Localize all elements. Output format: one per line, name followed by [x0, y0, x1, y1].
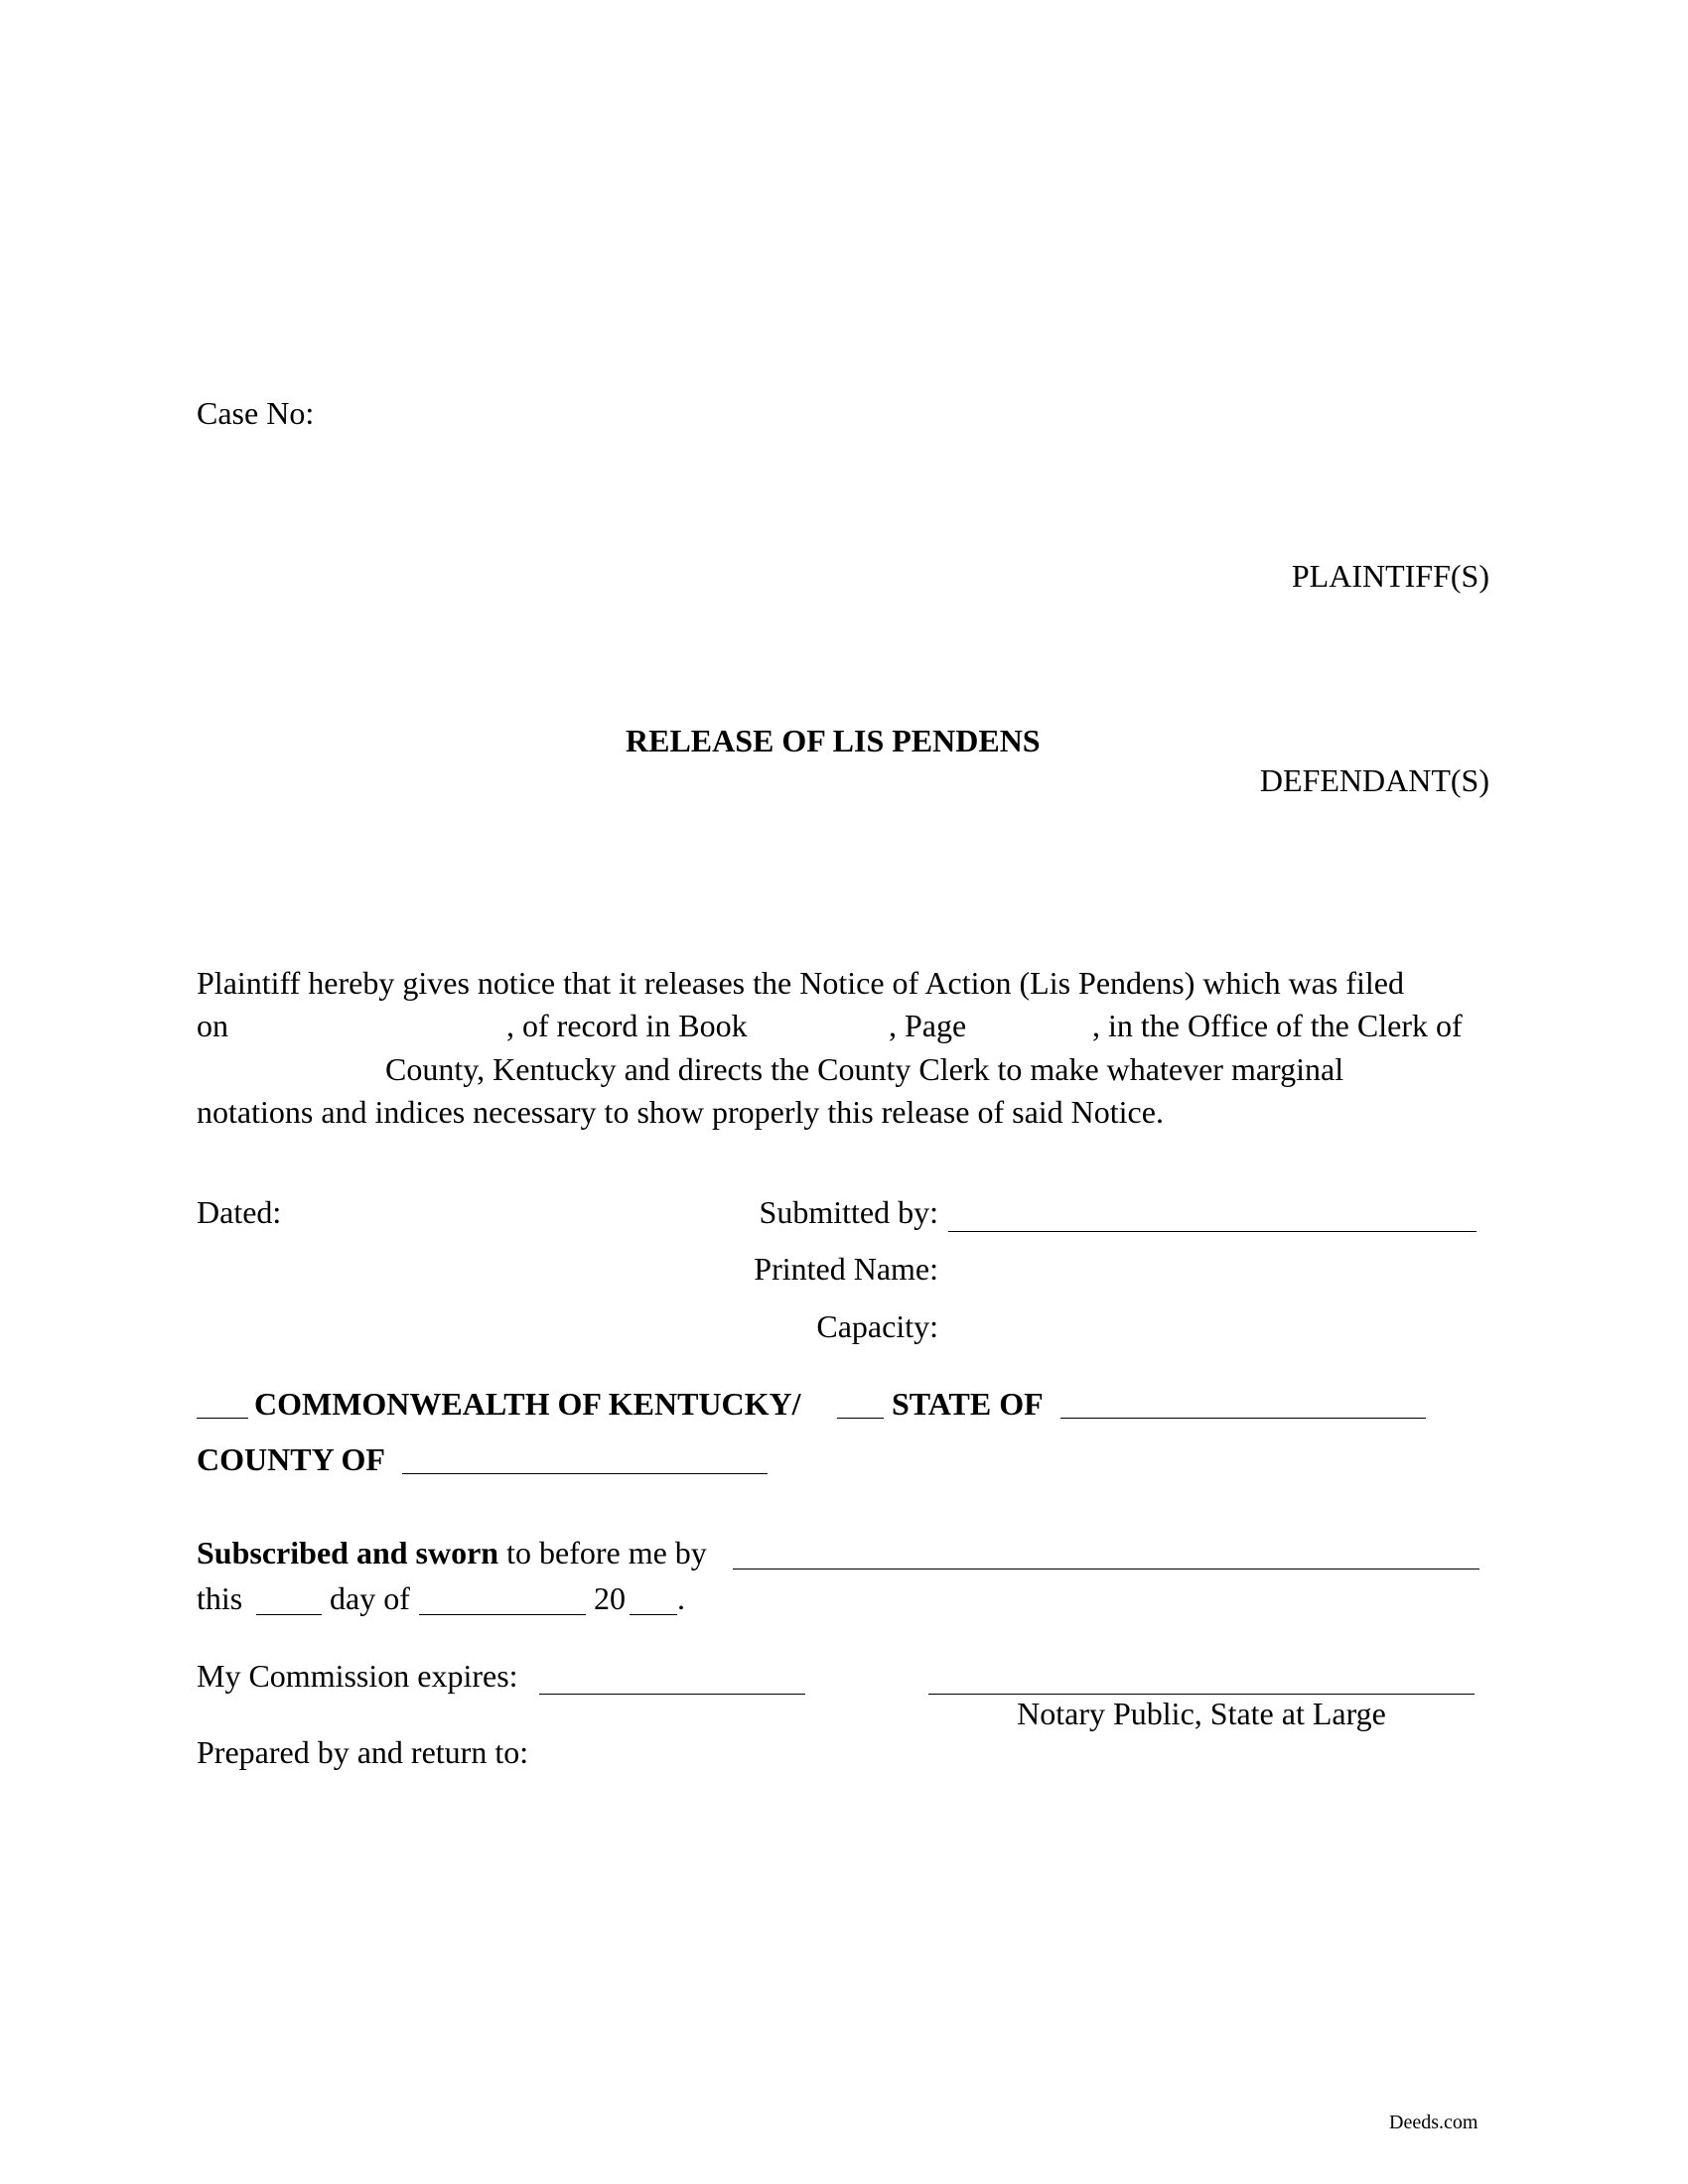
subscribed-bold-text: Subscribed and sworn [197, 1535, 499, 1570]
body-line-2-office: , in the Office of the Clerk of [1092, 1008, 1463, 1043]
document-title: RELEASE OF LIS PENDENS [626, 723, 1041, 758]
commission-expires-line[interactable] [539, 1694, 805, 1695]
body-line-3: County, Kentucky and directs the County Clerk to make whatever marginal [385, 1051, 1344, 1087]
year-prefix: 20 [594, 1580, 626, 1616]
body-line-1: Plaintiff hereby gives notice that it releases the Notice of Action (Lis Pendens) which was filed [197, 965, 1404, 1001]
this-label: this [197, 1580, 243, 1616]
year-period: . [677, 1580, 685, 1616]
day-of-label: day of [330, 1580, 410, 1616]
dated-label: Dated: [197, 1194, 282, 1230]
printed-name-label: Printed Name: [754, 1251, 938, 1287]
footer-brand: Deeds.com [1389, 2112, 1478, 2133]
month-line[interactable] [419, 1614, 586, 1615]
case-no-label: Case No: [197, 395, 315, 431]
subscribed-rest-text: to before me by [506, 1535, 707, 1570]
county-name-line[interactable] [402, 1473, 768, 1474]
body-line-2-page: , Page [889, 1008, 967, 1043]
county-of-label: COUNTY OF [197, 1441, 385, 1477]
capacity-label: Capacity: [816, 1308, 938, 1344]
day-line[interactable] [256, 1614, 322, 1615]
commission-expires-label: My Commission expires: [197, 1658, 518, 1694]
notary-public-label: Notary Public, State at Large [1017, 1696, 1386, 1731]
state-name-line[interactable] [1060, 1418, 1426, 1419]
prepared-by-label: Prepared by and return to: [197, 1734, 529, 1770]
subscribed-line [197, 1533, 707, 1572]
submitted-by-label: Submitted by: [759, 1194, 938, 1230]
body-line-4: notations and indices necessary to show properly this release of said Notice. [197, 1094, 1164, 1130]
body-line-2-record-book: , of record in Book [506, 1008, 748, 1043]
commonwealth-label: COMMONWEALTH OF KENTUCKY/ [254, 1386, 801, 1422]
commonwealth-checkbox-line[interactable] [197, 1418, 248, 1419]
defendant-label: DEFENDANT(S) [1259, 762, 1489, 798]
state-of-label: STATE OF [892, 1386, 1044, 1422]
year-line[interactable] [630, 1614, 677, 1615]
submitted-by-line[interactable] [948, 1231, 1477, 1232]
plaintiff-label: PLAINTIFF(S) [1291, 558, 1489, 594]
sworn-by-line[interactable] [733, 1569, 1479, 1570]
state-checkbox-line[interactable] [837, 1418, 884, 1419]
body-line-2-on: on [197, 1008, 228, 1043]
